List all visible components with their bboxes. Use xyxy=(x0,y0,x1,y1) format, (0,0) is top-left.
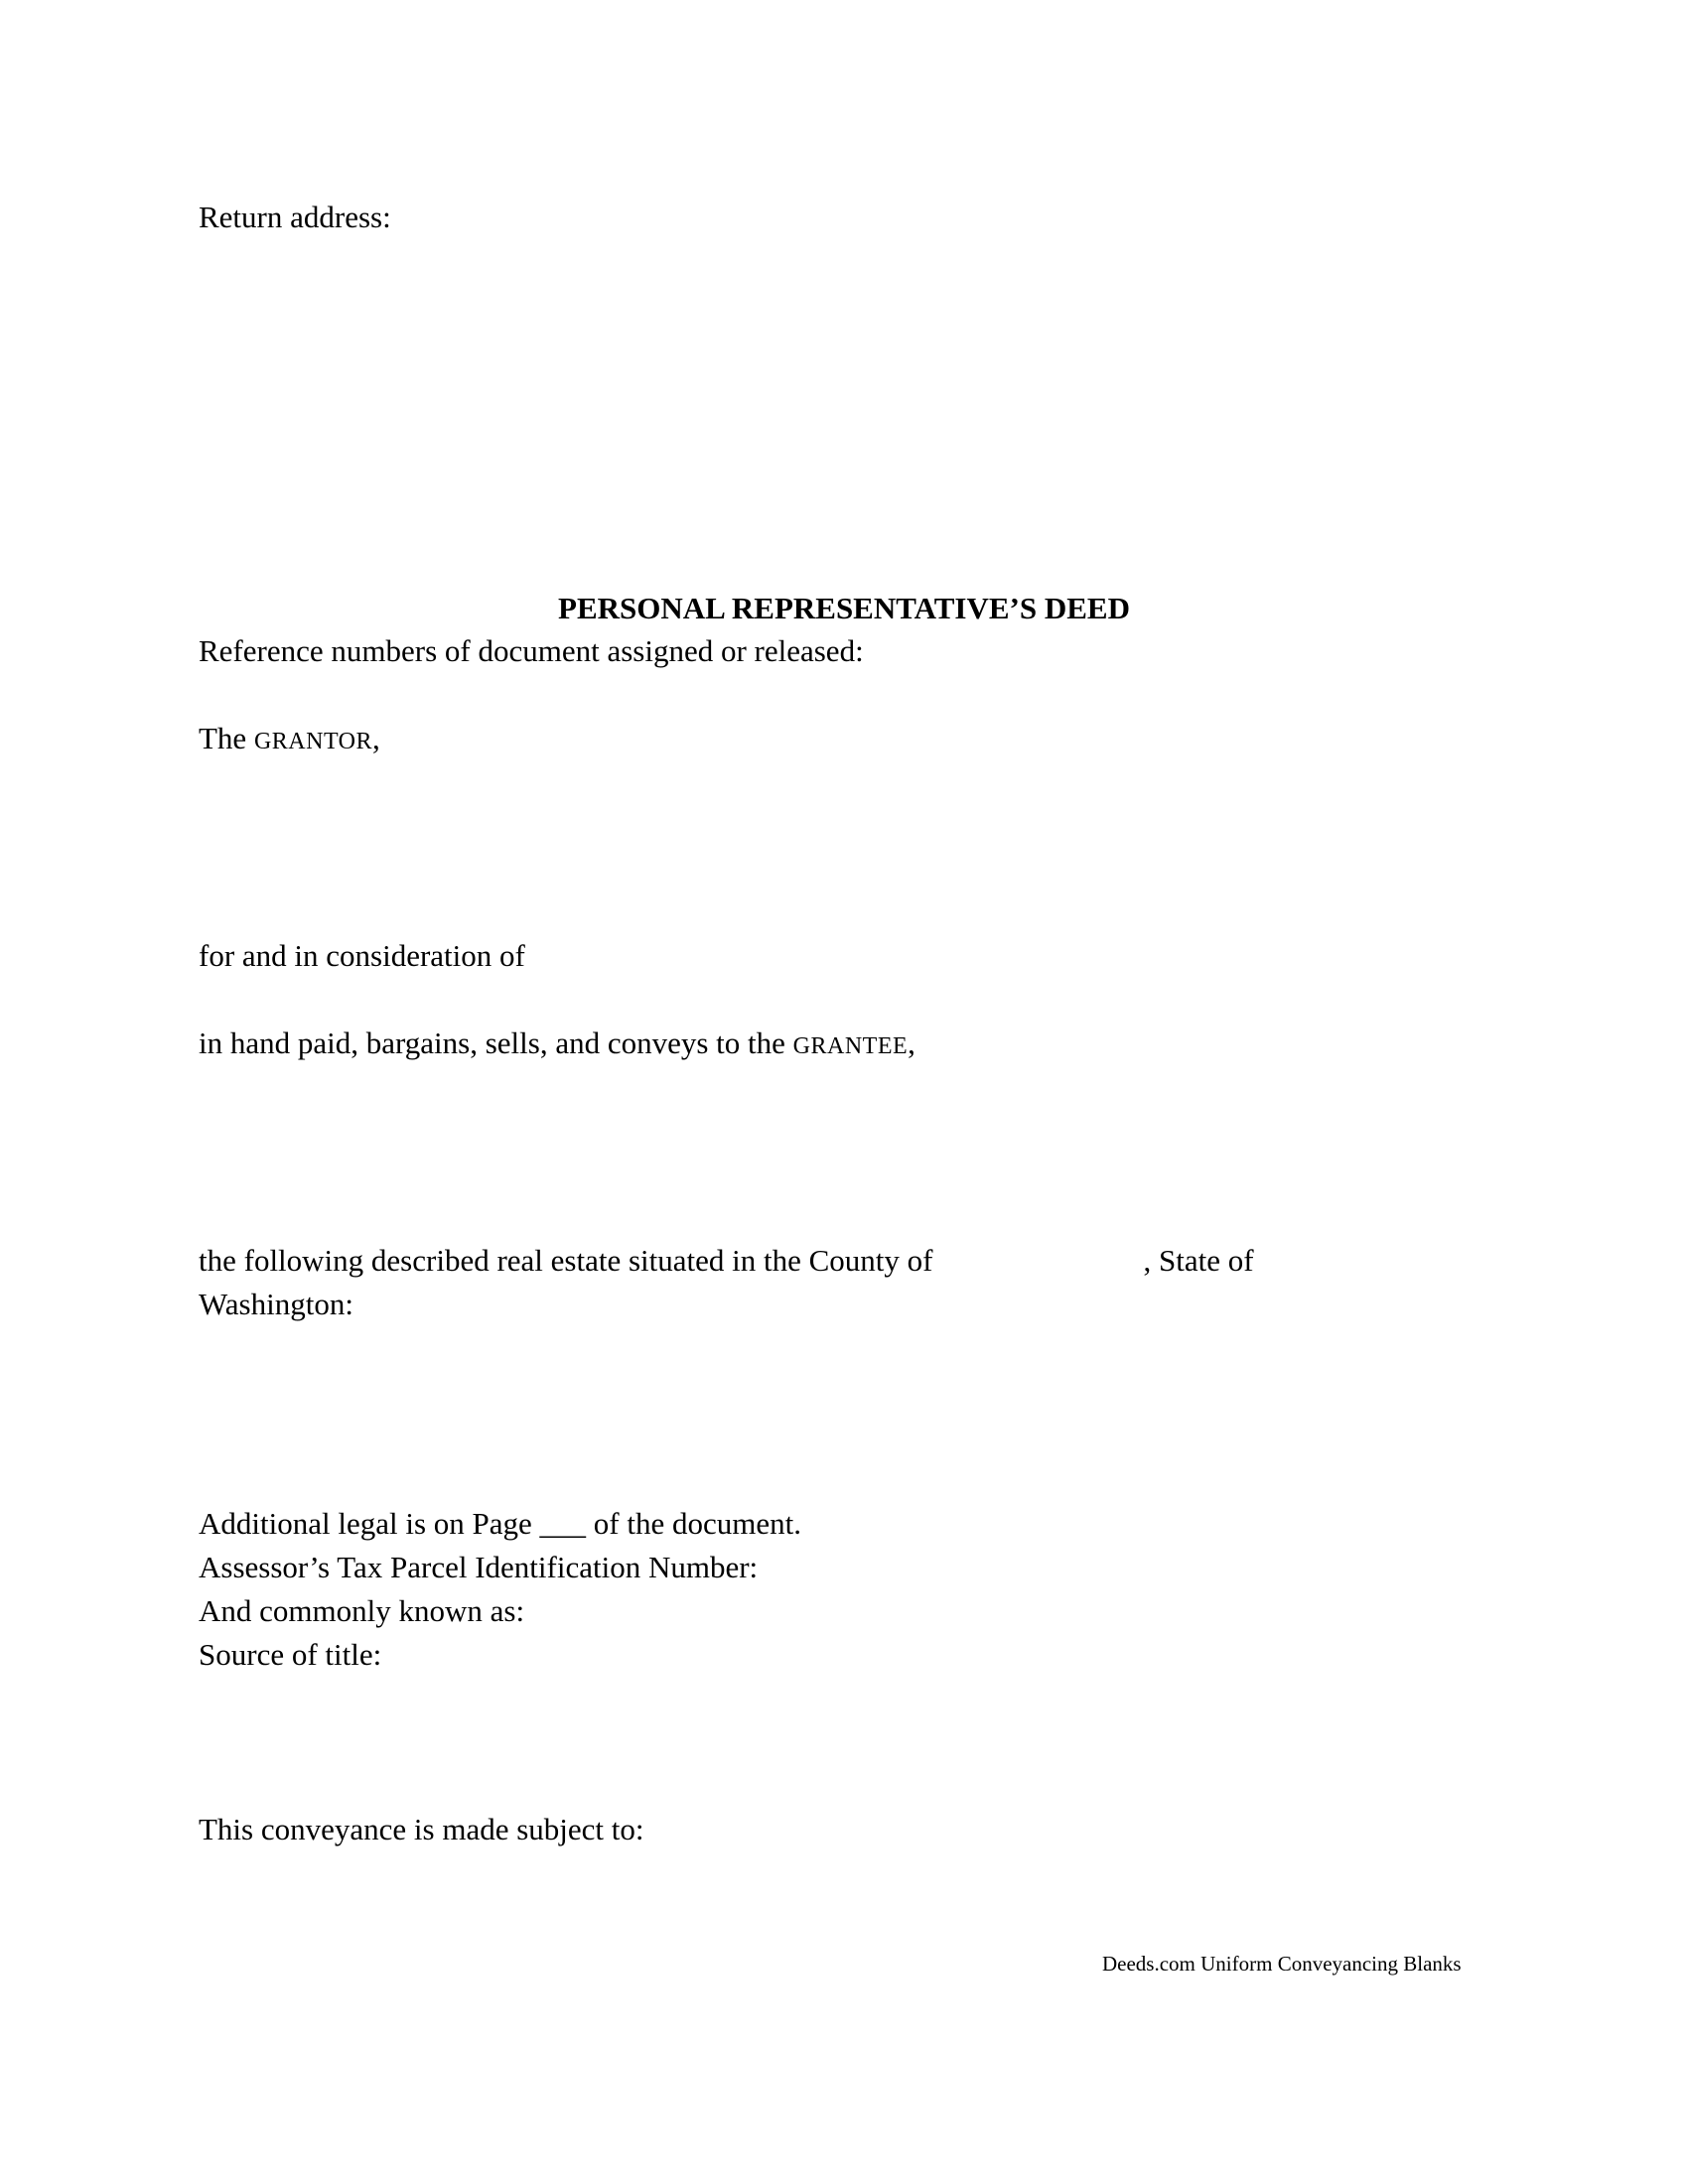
grantor-label: GRANTOR xyxy=(253,729,373,754)
document-title: PERSONAL REPRESENTATIVE’S DEED xyxy=(558,591,1130,625)
grantee-suffix: , xyxy=(908,1025,915,1060)
reference-numbers-line: Reference numbers of document assigned or released: xyxy=(199,633,864,668)
real-estate-line xyxy=(199,1239,1254,1283)
grantor-prefix: The xyxy=(199,721,254,755)
real-estate-before-county: the following described real estate situated in the County of xyxy=(199,1243,933,1278)
state-line: Washington: xyxy=(199,1287,353,1321)
footer-text: Deeds.com Uniform Conveyancing Blanks xyxy=(1102,1952,1462,1976)
grantee-prefix: in hand paid, bargains, sells, and conveys to the xyxy=(199,1025,793,1060)
grantee-line xyxy=(199,1022,915,1068)
additional-legal-line: Additional legal is on Page ___ of the document. xyxy=(199,1506,801,1541)
conveyance-subject-line: This conveyance is made subject to: xyxy=(199,1812,644,1846)
real-estate-after-county: , State of xyxy=(1143,1243,1254,1278)
consideration-line: for and in consideration of xyxy=(199,938,525,973)
tax-parcel-line: Assessor’s Tax Parcel Identification Number: xyxy=(199,1550,759,1584)
commonly-known-line: And commonly known as: xyxy=(199,1593,525,1628)
grantor-suffix: , xyxy=(372,721,380,755)
source-of-title-line: Source of title: xyxy=(199,1637,382,1672)
grantee-label: GRANTEE xyxy=(792,1033,909,1059)
return-address-label: Return address: xyxy=(199,200,391,234)
grantor-line xyxy=(199,717,380,763)
